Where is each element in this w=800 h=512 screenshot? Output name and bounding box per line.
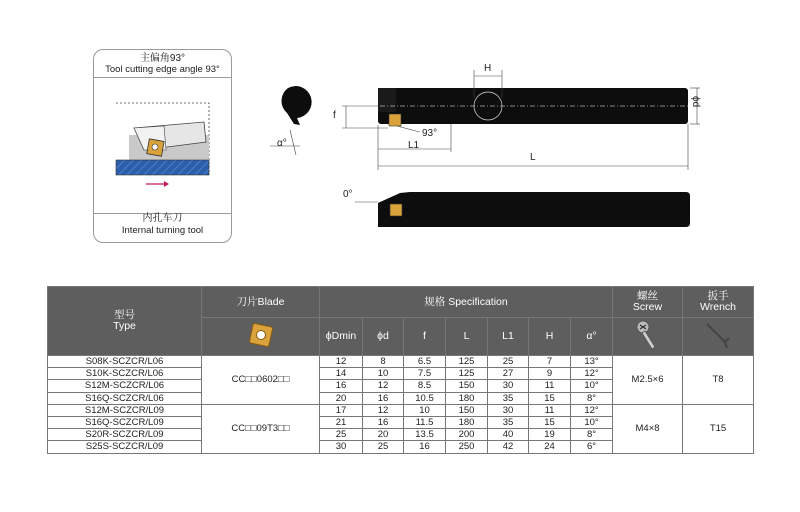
- spec-value-cell: 200: [446, 429, 488, 441]
- card-title-cn: 主偏角93°: [139, 53, 186, 64]
- spec-header: 规格 Specification: [320, 287, 613, 318]
- wrench-header-cn: 扳手: [707, 290, 729, 302]
- model-cell: S12M-SCZCR/L09: [48, 404, 202, 416]
- spec-value-cell: 7.5: [404, 368, 446, 380]
- spec-value-cell: 9: [529, 368, 571, 380]
- spec-value-cell: 30: [488, 380, 529, 392]
- model-cell: S25S-SCZCR/L09: [48, 441, 202, 453]
- col-header-l: L: [446, 318, 488, 356]
- blade-cell: CC□□0602□□: [202, 356, 320, 405]
- table-row: [48, 404, 754, 416]
- spec-value-cell: 6°: [571, 441, 613, 453]
- spec-value-cell: 15: [529, 416, 571, 428]
- spec-value-cell: 150: [446, 404, 488, 416]
- col-header-d: ϕd: [363, 318, 404, 356]
- spec-value-cell: 12°: [571, 368, 613, 380]
- spec-value-cell: 10°: [571, 380, 613, 392]
- spec-value-cell: 7: [529, 356, 571, 368]
- col-header-l1: L1: [488, 318, 529, 356]
- model-cell: S16Q-SCZCR/L06: [48, 392, 202, 404]
- card-caption-cn: 内孔车刀: [142, 213, 183, 224]
- wrench-icon: [701, 318, 735, 352]
- model-cell: S16Q-SCZCR/L09: [48, 416, 202, 428]
- technical-drawing: [0, 0, 800, 250]
- spec-value-cell: 20: [363, 429, 404, 441]
- spec-value-cell: 125: [446, 356, 488, 368]
- screw-header-cn: 螺丝: [637, 290, 659, 302]
- spec-value-cell: 10: [404, 404, 446, 416]
- type-header: [48, 287, 202, 356]
- col-header-dmin: ϕDmin: [320, 318, 363, 356]
- spec-table: [47, 286, 754, 454]
- screw-image: [613, 318, 683, 356]
- model-cell: S08K-SCZCR/L06: [48, 356, 202, 368]
- dim-phi-d-label: ϕd: [690, 96, 701, 108]
- spec-value-cell: 125: [446, 368, 488, 380]
- wrench-header: [683, 287, 754, 318]
- boring-bar-bottom: [355, 192, 690, 227]
- spec-value-cell: 16: [363, 416, 404, 428]
- boring-bar-top: [342, 70, 700, 170]
- dim-l1-label: L1: [408, 140, 420, 151]
- spec-value-cell: 17: [320, 404, 363, 416]
- spec-value-cell: 15: [529, 392, 571, 404]
- spec-value-cell: 10.5: [404, 392, 446, 404]
- screw-header-en: Screw: [632, 301, 663, 313]
- spec-value-cell: 12: [363, 404, 404, 416]
- spec-value-cell: 12°: [571, 404, 613, 416]
- spec-value-cell: 25: [488, 356, 529, 368]
- spec-value-cell: 8: [363, 356, 404, 368]
- screw-cell: M2.5×6: [613, 356, 683, 405]
- wrench-header-en: Wrench: [700, 301, 737, 313]
- spec-value-cell: 16: [320, 380, 363, 392]
- spec-value-cell: 13.5: [404, 429, 446, 441]
- blade-header: 刀片Blade: [202, 287, 320, 318]
- spec-value-cell: 8.5: [404, 380, 446, 392]
- screw-cell: M4×8: [613, 404, 683, 453]
- dim-f-label: f: [333, 110, 336, 121]
- wrench-image: [683, 318, 754, 356]
- blade-cell: CC□□09T3□□: [202, 404, 320, 453]
- model-cell: S20R-SCZCR/L09: [48, 429, 202, 441]
- spec-value-cell: 11: [529, 404, 571, 416]
- spec-value-cell: 11: [529, 380, 571, 392]
- spec-value-cell: 10: [363, 368, 404, 380]
- angle-93-label: 93°: [422, 128, 438, 139]
- spec-value-cell: 11.5: [404, 416, 446, 428]
- col-header-alpha: α°: [571, 318, 613, 356]
- blade-insert-image: [202, 318, 320, 356]
- angle-0-label: 0°: [343, 189, 353, 200]
- spec-table-body: [48, 356, 754, 454]
- spec-value-cell: 16: [404, 441, 446, 453]
- col-header-h: H: [529, 318, 571, 356]
- spec-value-cell: 35: [488, 416, 529, 428]
- spec-value-cell: 8°: [571, 392, 613, 404]
- spec-value-cell: 12: [363, 380, 404, 392]
- spec-value-cell: 13°: [571, 356, 613, 368]
- spec-value-cell: 16: [363, 392, 404, 404]
- model-cell: S12M-SCZCR/L06: [48, 380, 202, 392]
- wrench-cell: T8: [683, 356, 754, 405]
- spec-value-cell: 8°: [571, 429, 613, 441]
- spec-value-cell: 25: [363, 441, 404, 453]
- dim-l-label: L: [530, 152, 536, 163]
- insert-icon: [246, 320, 276, 350]
- model-cell: S10K-SCZCR/L06: [48, 368, 202, 380]
- spec-value-cell: 150: [446, 380, 488, 392]
- spec-value-cell: 250: [446, 441, 488, 453]
- spec-value-cell: 27: [488, 368, 529, 380]
- spec-value-cell: 21: [320, 416, 363, 428]
- screw-icon: [633, 318, 663, 352]
- spec-value-cell: 20: [320, 392, 363, 404]
- card-caption-en: Internal turning tool: [121, 225, 204, 236]
- table-row: [48, 356, 754, 368]
- spec-value-cell: 25: [320, 429, 363, 441]
- spec-value-cell: 30: [320, 441, 363, 453]
- type-header-cn: 型号: [114, 309, 135, 321]
- spec-value-cell: 35: [488, 392, 529, 404]
- spec-value-cell: 6.5: [404, 356, 446, 368]
- spec-value-cell: 24: [529, 441, 571, 453]
- spec-value-cell: 180: [446, 392, 488, 404]
- card-title-en: Tool cutting edge angle 93°: [105, 64, 220, 75]
- wrench-cell: T15: [683, 404, 754, 453]
- spec-value-cell: 10°: [571, 416, 613, 428]
- spec-value-cell: 12: [320, 356, 363, 368]
- col-header-f: f: [404, 318, 446, 356]
- screw-header: [613, 287, 683, 318]
- type-header-en: Type: [113, 320, 136, 332]
- spec-value-cell: 40: [488, 429, 529, 441]
- spec-value-cell: 19: [529, 429, 571, 441]
- spec-value-cell: 180: [446, 416, 488, 428]
- dim-h-label: H: [484, 63, 492, 74]
- angle-alpha-label: α°: [277, 138, 287, 149]
- spec-value-cell: 30: [488, 404, 529, 416]
- spec-value-cell: 42: [488, 441, 529, 453]
- spec-value-cell: 14: [320, 368, 363, 380]
